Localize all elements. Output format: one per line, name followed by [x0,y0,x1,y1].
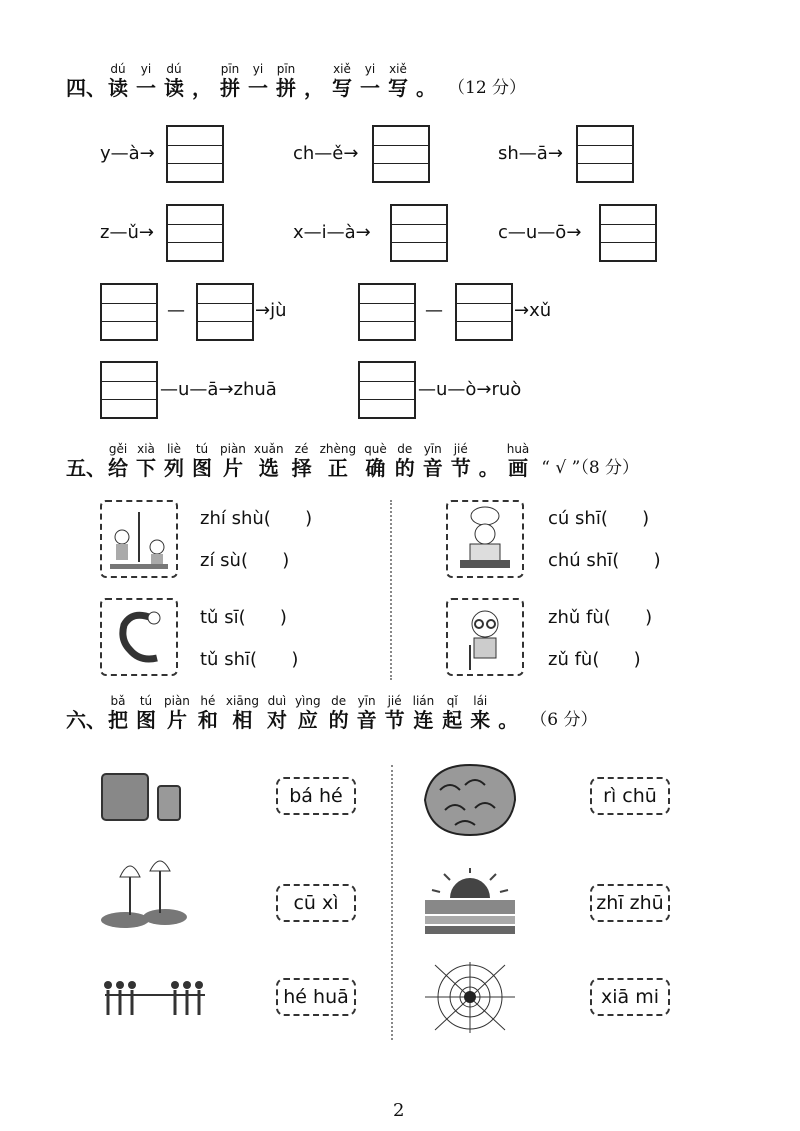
pinyin: piàn [220,442,246,456]
writing-box[interactable] [576,125,634,183]
picture-sunrise [420,868,520,938]
pinyin-item: →xǔ [514,300,552,321]
hanzi: 择 [291,456,312,480]
title-char [360,62,380,100]
pinyin: xiě [333,62,351,76]
pinyin: xiāng [225,694,259,708]
pinyin: jié [453,442,468,456]
hanzi: 选 [258,456,279,480]
pinyin-item: ch—ě→ [293,143,359,164]
section4-title [66,62,526,100]
title-char [304,62,324,100]
pinyin-item: y—à→ [100,143,155,164]
pinyin: yīn [357,694,376,708]
hanzi: 音 [422,456,443,480]
pinyin: tú [195,442,209,456]
pinyin: lái [473,694,488,708]
hanzi: 对 [266,708,287,732]
hanzi: 和 [197,708,218,732]
pinyin: dú [166,62,182,76]
writing-box[interactable] [166,125,224,183]
writing-box[interactable] [599,204,657,262]
title-char [136,442,156,480]
title-char [192,442,212,480]
writing-box[interactable] [100,283,158,341]
picture-spider-web [420,960,520,1035]
title-char [108,694,128,732]
title-char [295,694,321,732]
title-char [108,442,128,480]
hanzi: 把 [108,708,128,732]
title-char [470,694,490,732]
page-number: 2 [393,1100,405,1121]
title-char [416,62,436,100]
hanzi: 。 [416,76,436,100]
pinyin-item: c—u—ō→ [498,222,582,243]
hanzi: 正 [327,456,348,480]
title-char [198,694,218,732]
pinyin: zhèng [319,442,357,456]
hanzi: 拼 [276,76,296,100]
pinyin-item: sh—ā→ [498,143,563,164]
hanzi: 画 [508,456,528,480]
pinyin: gěi [108,442,128,456]
hanzi: 确 [365,456,386,480]
writing-box[interactable] [166,204,224,262]
pinyin: yīn [423,442,442,456]
title-char [507,442,530,480]
pinyin: yi [364,62,376,76]
picture-tree-planting [100,500,178,578]
pinyin: tú [139,694,153,708]
pinyin [506,694,510,708]
pinyin: xiě [389,62,407,76]
pinyin: lián [412,694,435,708]
pinyin: bǎ [110,694,126,708]
pinyin [487,442,491,456]
hanzi: 节 [384,708,405,732]
score: （12 分） [448,78,527,98]
picture-worm [100,598,178,676]
dash: — [425,300,443,321]
picture-boxes [100,772,185,822]
pinyin: pīn [220,62,240,76]
pinyin: hé [200,694,216,708]
hanzi: 下 [136,456,156,480]
title-char [276,62,296,100]
section-number: 四、 [66,76,106,100]
dash: — [167,300,185,321]
option[interactable]: chú shī( ) [548,550,661,571]
title-char [254,442,284,480]
hanzi: 。 [478,456,499,480]
title-char [220,442,246,480]
hanzi: 读 [164,76,184,100]
pinyin-item: z—ǔ→ [100,222,154,243]
hanzi: 。 [498,708,519,732]
hanzi: 的 [328,708,349,732]
pinyin: de [397,442,413,456]
title-char [479,442,499,480]
hanzi: 一 [248,76,268,100]
writing-box[interactable] [358,283,416,341]
pinyin-item: →jù [255,300,287,321]
option[interactable]: tǔ shī( ) [200,649,299,670]
pinyin: què [364,442,387,456]
pinyin: duì [267,694,287,708]
hanzi: 一 [136,76,156,100]
score: （6 分） [530,710,598,730]
picture-grandpa [446,598,524,676]
hanzi: 图 [192,456,212,480]
pinyin: qǐ [446,694,458,708]
pinyin [312,62,316,76]
title-char [395,442,415,480]
pinyin [200,62,204,76]
title-char [329,694,349,732]
title-char [248,62,268,100]
picture-tug-of-war [100,975,210,1020]
title-char [451,442,471,480]
pinyin: piàn [164,694,190,708]
pinyin-item: —u—ā→zhuā [160,379,277,400]
title-chars [108,62,444,100]
hanzi: 读 [108,76,128,100]
pinyin-item: x—i—à→ [293,222,371,243]
picture-lotus [100,855,190,935]
hanzi: ， [192,76,212,100]
title-char [136,62,156,100]
title-char [385,694,405,732]
title-char [442,694,462,732]
syllable-tag[interactable]: bá hé [276,777,356,815]
syllable-tag[interactable]: hé huā [276,978,356,1016]
hanzi: 列 [164,456,184,480]
hanzi: 连 [413,708,434,732]
pinyin: xuǎn [253,442,284,456]
hanzi: 节 [450,456,471,480]
score: “ √ ”（8 分） [541,458,640,478]
writing-box[interactable] [455,283,513,341]
hanzi: 音 [356,708,377,732]
hanzi: ， [304,76,324,100]
hanzi: 相 [232,708,253,732]
title-char [364,442,387,480]
title-char [423,442,443,480]
title-char [164,62,184,100]
writing-box[interactable] [196,283,254,341]
option[interactable]: zǔ fù( ) [548,649,641,670]
hanzi: 写 [332,76,352,100]
pinyin: liè [166,442,182,456]
pinyin: dú [110,62,126,76]
option[interactable]: tǔ sī( ) [200,607,287,628]
title-char [292,442,312,480]
title-char [226,694,259,732]
section6-title [66,694,597,732]
option[interactable]: cú shī( ) [548,508,650,529]
title-char [136,694,156,732]
hanzi: 片 [166,708,187,732]
hanzi: 写 [388,76,408,100]
pinyin: yìng [294,694,321,708]
hanzi: 应 [297,708,318,732]
pinyin: zé [294,442,309,456]
pinyin: jié [387,694,402,708]
title-char [357,694,377,732]
title-char [164,442,184,480]
pinyin: xià [137,442,155,456]
title-char [332,62,352,100]
writing-box[interactable] [100,361,158,419]
hanzi: 给 [108,456,128,480]
title-char [498,694,518,732]
writing-box[interactable] [372,125,430,183]
section-number: 五、 [66,456,106,480]
section5-title [66,442,639,480]
hanzi: 来 [470,708,491,732]
section-number: 六、 [66,708,106,732]
option[interactable]: zhǔ fù( ) [548,607,653,628]
writing-box[interactable] [358,361,416,419]
pinyin: yi [140,62,152,76]
syllable-tag[interactable]: xiā mi [590,978,670,1016]
pinyin [424,62,428,76]
syllable-tag[interactable]: cū xì [276,884,356,922]
hanzi: 起 [442,708,463,732]
title-char [164,694,190,732]
hanzi: 的 [394,456,415,480]
divider [391,765,393,1040]
pinyin: yi [252,62,264,76]
title-chars [108,442,537,480]
hanzi: 拼 [220,76,240,100]
writing-box[interactable] [390,204,448,262]
option[interactable]: zhí shù( ) [200,508,313,529]
pinyin: huà [506,442,530,456]
title-chars [108,694,526,732]
title-char [320,442,357,480]
pinyin: de [331,694,347,708]
syllable-tag[interactable]: rì chū [590,777,670,815]
title-char [267,694,287,732]
hanzi: 片 [222,456,243,480]
pinyin: pīn [276,62,296,76]
title-char [108,62,128,100]
hanzi: 图 [136,708,156,732]
hanzi: 一 [360,76,380,100]
picture-shrimp [420,760,520,840]
pinyin-item: —u—ò→ruò [418,379,522,400]
syllable-tag[interactable]: zhī zhū [590,884,670,922]
option[interactable]: zí sù( ) [200,550,290,571]
title-char [388,62,408,100]
title-char [192,62,212,100]
title-char [413,694,435,732]
title-char [220,62,240,100]
divider [390,500,392,680]
picture-chef [446,500,524,578]
